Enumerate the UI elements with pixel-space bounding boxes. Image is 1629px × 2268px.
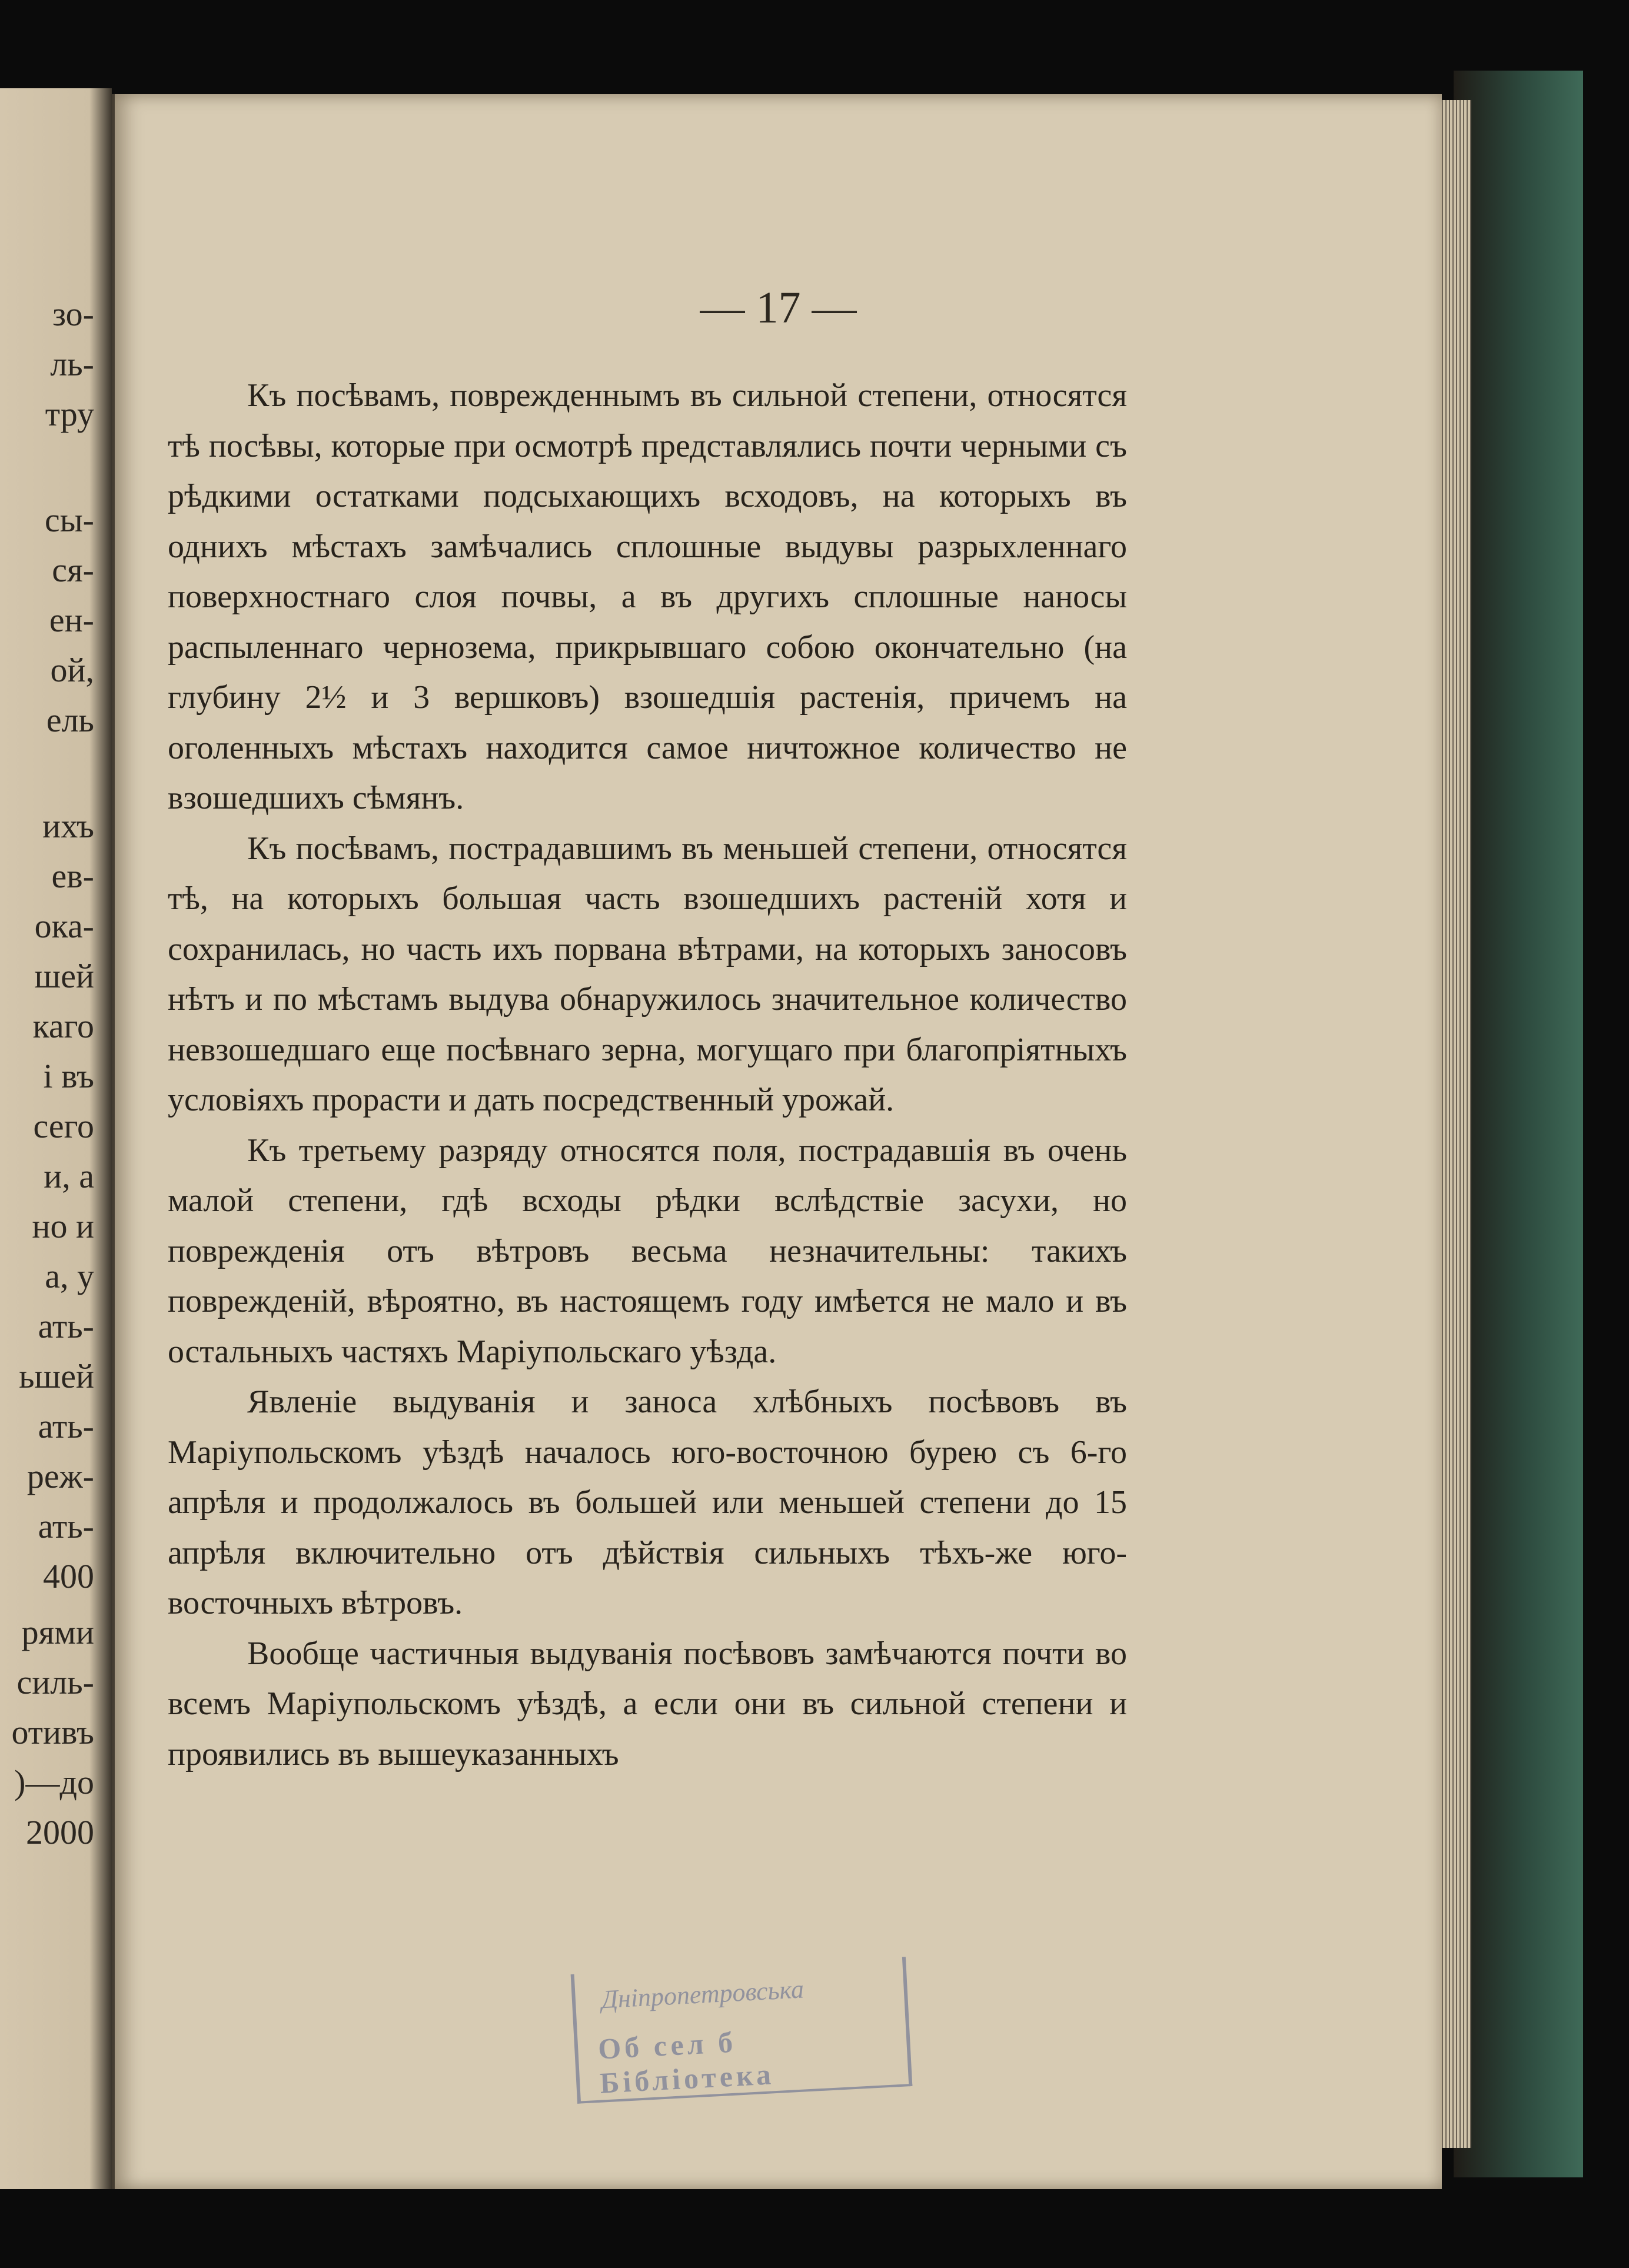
left-page-fragment: рями bbox=[21, 1613, 94, 1651]
page-body bbox=[168, 371, 1127, 1780]
left-page-fragment: ен- bbox=[49, 601, 94, 639]
paragraph: Явленіе выдуванія и заноса хлѣбныхъ посѣвовъ въ Маріупольскомъ уѣздѣ началось юго-восточною бурею съ 6-го апрѣля и продолжалось въ большей или меньшей степени до 15 апрѣля включительно отъ дѣйствія сильныхъ тѣхъ-же юго-восточныхъ вѣтровъ. bbox=[168, 1384, 1127, 1621]
page-number: — 17 — bbox=[700, 283, 857, 332]
left-page-fragment: 2000 bbox=[26, 1813, 94, 1851]
left-page-edge bbox=[0, 88, 112, 2189]
stamp-line-2: Об сел б Бiблiотека bbox=[597, 2025, 776, 2100]
left-page-fragment: 400 bbox=[43, 1557, 94, 1595]
left-page-fragment: но и bbox=[32, 1207, 94, 1245]
left-page-fragment: силь- bbox=[16, 1663, 94, 1701]
paragraph: Къ посѣвамъ, пострадавшимъ въ меньшей степени, относятся тѣ, на которыхъ большая часть взошедшихъ растеній хотя и сохранилась, но часть ихъ порвана вѣтрами, на которыхъ заносовъ нѣтъ и по мѣстамъ выдува обнаружилось значительное количество невзошедшаго еще посѣвнаго зерна, могущаго при благопріятныхъ условіяхъ прорасти и дать посредственный урожай. bbox=[168, 830, 1127, 1118]
left-page-fragment: ся- bbox=[52, 551, 94, 589]
left-page-fragment: )—до bbox=[14, 1763, 94, 1801]
left-page-fragment: отивъ bbox=[11, 1713, 94, 1751]
library-stamp bbox=[571, 1957, 913, 2104]
left-page-fragment: ль- bbox=[50, 345, 94, 383]
left-page-fragment: реж- bbox=[26, 1457, 94, 1495]
left-page-fragment: ать- bbox=[38, 1307, 94, 1345]
left-page-fragment: ев- bbox=[51, 857, 94, 895]
left-page-fragment: ока- bbox=[34, 907, 94, 945]
left-page-fragment: сего bbox=[33, 1107, 94, 1145]
left-page-fragment: тру bbox=[45, 395, 94, 433]
left-page-fragment: ихъ bbox=[42, 807, 94, 845]
paragraph: Къ третьему разряду относятся поля, пострадавшія въ очень малой степени, гдѣ всходы рѣдки вслѣдствіе засухи, но поврежденія отъ вѣтровъ весьма незначительны: такихъ поврежденій, вѣроятно, въ настоящемъ году имѣется не мало и въ остальныхъ частяхъ Маріупольскаго уѣзда. bbox=[168, 1132, 1127, 1370]
left-page-fragment: і въ bbox=[43, 1057, 94, 1095]
left-page-fragment: каго bbox=[32, 1007, 94, 1045]
left-page-fragment: и, а bbox=[44, 1157, 94, 1195]
left-page-fragment: ать- bbox=[38, 1407, 94, 1445]
book-page bbox=[115, 94, 1442, 2189]
left-page-fragment: шей bbox=[34, 957, 94, 995]
left-page-fragment: ель bbox=[46, 701, 94, 739]
left-page-fragment: зо- bbox=[52, 295, 94, 333]
book-cover-edge bbox=[1454, 71, 1583, 2177]
paragraph: Къ посѣвамъ, поврежденнымъ въ сильной степени, относятся тѣ посѣвы, которые при осмотрѣ представлялись почти черными съ рѣдкими остатками подсыхающихъ всходовъ, на которыхъ въ однихъ мѣстахъ замѣчались сплошные выдувы разрыхленнаго поверхностнаго слоя почвы, а въ другихъ сплошные наносы распыленнаго чернозема, прикрывшаго собою окончательно (на глубину 2½ и 3 вершковъ) взошедшія растенія, причемъ на оголенныхъ мѣстахъ находится самое ничтожное количество не взошедшихъ сѣмянъ. bbox=[168, 377, 1127, 816]
stamp-line-1: Днiпропетровська bbox=[600, 1974, 805, 2014]
left-page-fragment: сы- bbox=[44, 501, 94, 539]
left-page-fragment: ать- bbox=[38, 1507, 94, 1545]
left-page-fragment: ой, bbox=[50, 651, 94, 689]
paragraph: Вообще частичныя выдуванія посѣвовъ замѣчаются почти во всемъ Маріупольскомъ уѣздѣ, а если они въ сильной степени и проявились въ вышеуказанныхъ bbox=[168, 1635, 1127, 1773]
left-page-fragment: а, у bbox=[45, 1257, 94, 1295]
left-page-fragment: ьшей bbox=[19, 1357, 94, 1395]
